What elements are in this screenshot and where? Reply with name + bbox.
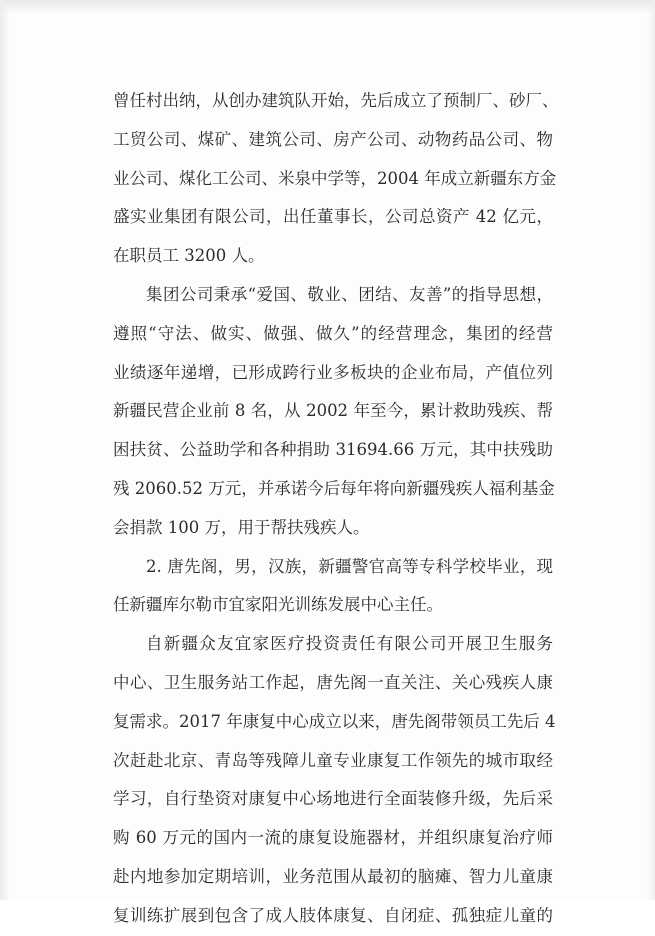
text-line: 学习，自行垫资对康复中心场地进行全面装修升级，先后采 (113, 789, 553, 809)
scan-shadow-top (0, 0, 655, 14)
text-line: 工贸公司、煤矿、建筑公司、房产公司、动物药品公司、物 (113, 129, 553, 149)
text-line: 次赶赴北京、青岛等残障儿童专业康复工作领先的城市取经 (113, 750, 553, 770)
text-line: 曾任村出纳，从创办建筑队开始，先后成立了预制厂、砂厂、 (113, 91, 559, 110)
text-line: 新疆民营企业前 8 名，从 2002 年至今，累计救助残疾、帮 (113, 401, 553, 421)
text-line: 购 60 万元的国内一流的康复设施器材，并组织康复治疗师 (113, 828, 553, 848)
text-line: 盛实业集团有限公司，出任董事长，公司总资产 42 亿元， (113, 207, 553, 227)
paragraph-first-line: 集团公司秉承“爱国、敬业、团结、友善”的指导思想， (146, 284, 553, 304)
text-line: 业公司、煤化工公司、米泉中学等，2004 年成立新疆东方金 (113, 168, 557, 188)
text-line: 会捐款 100 万，用于帮扶残疾人。 (113, 517, 370, 537)
text-line: 残 2060.52 万元，并承诺今后每年将向新疆残疾人福利基金 (113, 478, 555, 498)
text-line: 困扶贫、公益助学和各种捐助 31694.66 万元，其中扶残助 (113, 440, 553, 460)
text-line: 任新疆库尔勒市宜家阳光训练发展中心主任。 (113, 595, 443, 615)
text-line: 中心、卫生服务站工作起，唐先阁一直关注、关心残疾人康 (113, 672, 553, 692)
text-line: 遵照“守法、做实、做强、做久”的经营理念，集团的经营 (113, 323, 553, 343)
paragraph-first-line: 2. 唐先阁，男，汉族，新疆警官高等专科学校毕业，现 (146, 556, 553, 576)
scan-shadow-left (0, 0, 10, 900)
scan-shadow-right (647, 0, 655, 900)
paragraph-first-line: 自新疆众友宜家医疗投资责任有限公司开展卫生服务 (146, 634, 553, 654)
text-line: 在职员工 3200 人。 (113, 246, 265, 266)
text-line: 赴内地参加定期培训，业务范围从最初的脑瘫、智力儿童康 (113, 866, 553, 886)
text-line: 业绩逐年递增，已形成跨行业多板块的企业布局，产值位列 (113, 362, 553, 382)
text-line: 复训练扩展到包含了成人肢体康复、自闭症、孤独症儿童的 (113, 905, 553, 925)
body-text (113, 82, 559, 936)
text-line: 复需求。2017 年康复中心成立以来，唐先阁带领员工先后 4 (113, 711, 556, 731)
